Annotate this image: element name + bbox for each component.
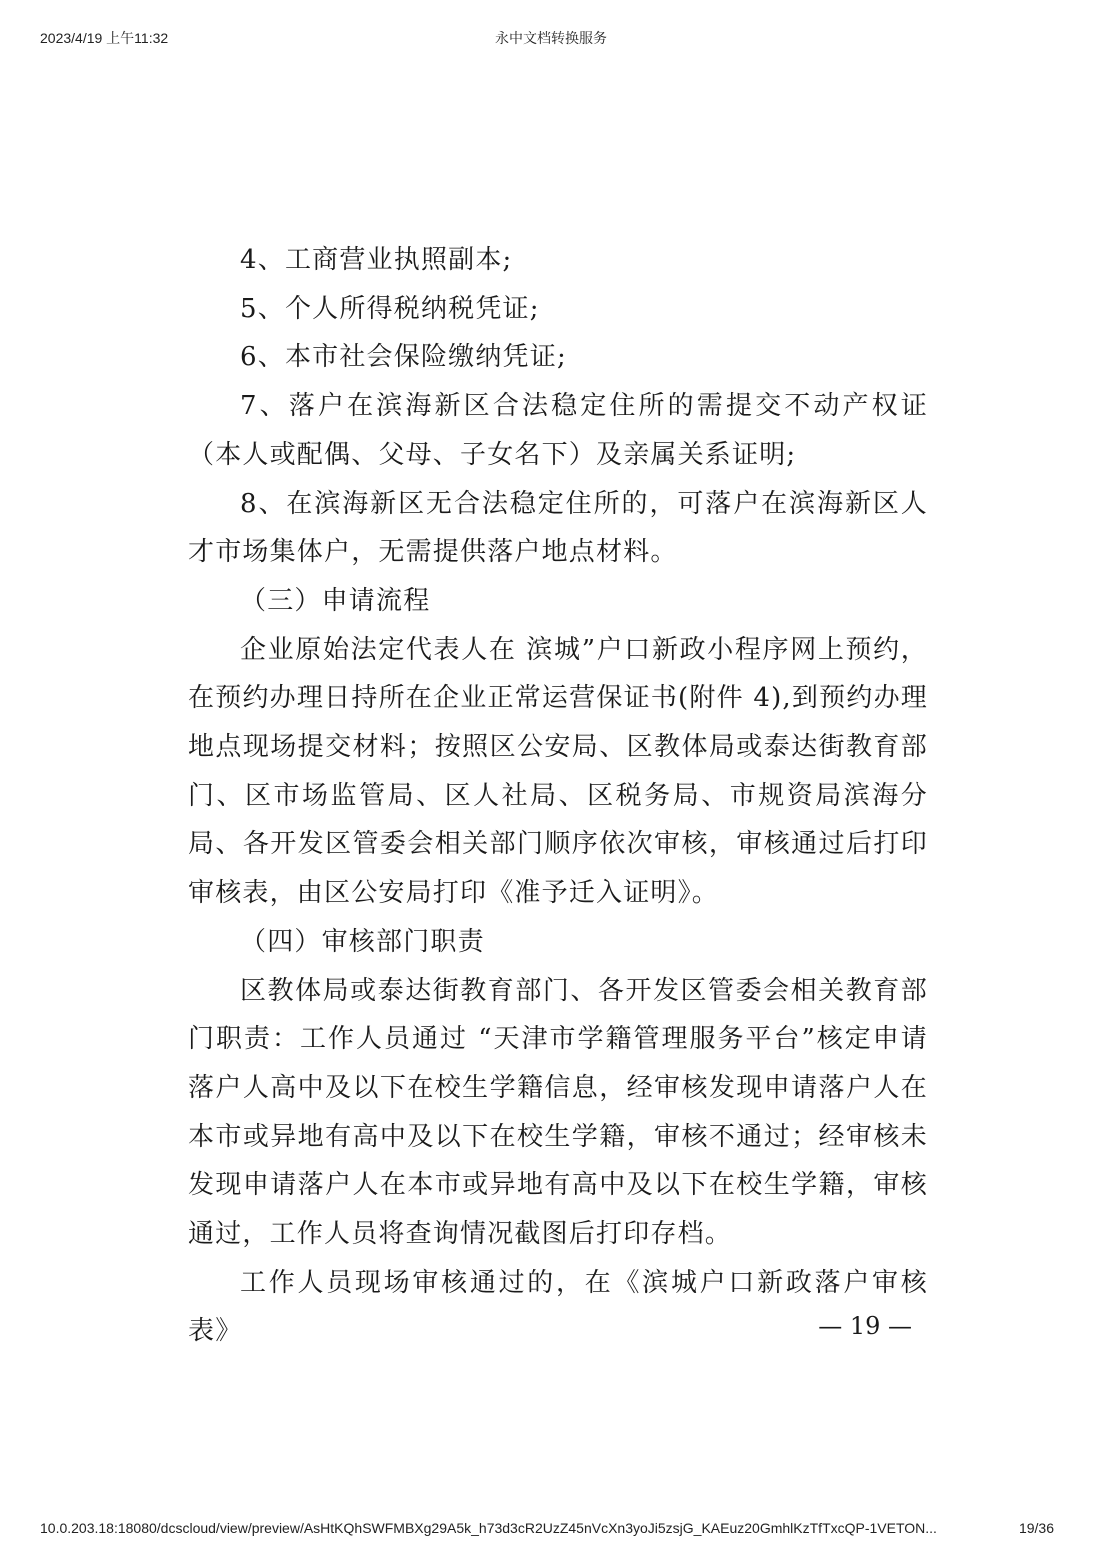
print-page-count: 19/36 xyxy=(1018,1520,1054,1536)
list-item-7: 7、落户在滨海新区合法稳定住所的需提交不动产权证（本人或配偶、父母、子女名下）及亲属关系证明; xyxy=(188,391,928,470)
list-item-6: 6、本市社会保险缴纳凭证; xyxy=(240,342,567,373)
document-body xyxy=(188,236,928,1356)
print-title: 永中文档转换服务 xyxy=(495,30,607,46)
list-item-4: 4、工商营业执照副本; xyxy=(240,245,513,275)
paragraph-application-process: 企业原始法定代表人在 滨城”户口新政小程序网上预约，在预约办理日持所在企业正常运营保证书(附件 4),到预约办理地点现场提交材料；按照区公安局、区教体局或泰达街教育部门、区市场监管局、区人社局、区税务局、市规资局滨海分局、各开发区管委会相关部门顺序依次审核，审核通过后打印审核表，由区公安局打印《准予迁入证明》。 xyxy=(188,634,928,909)
print-datetime: 2023/4/19 上午11:32 xyxy=(40,30,169,46)
print-header xyxy=(0,28,1102,50)
print-footer xyxy=(0,1520,1102,1542)
list-item-8: 8、在滨海新区无合法稳定住所的，可落户在滨海新区人才市场集体户，无需提供落户地点材料。 xyxy=(188,488,928,568)
list-item-5: 5、个人所得税纳税凭证; xyxy=(240,293,540,324)
print-url: 10.0.203.18:18080/dcscloud/view/preview/AsHtKQhSWFMBXg29A5k_h73d3cR2UzZ45nVcXn3yoJi5zsjG_KAEuz20GmhlKzTfTxcQP-1VETON... xyxy=(40,1520,937,1536)
section-heading-review-duties: （四）审核部门职责 xyxy=(240,926,485,957)
section-heading-application-process: （三）申请流程 xyxy=(240,585,431,616)
paragraph-review-table: 工作人员现场审核通过的，在《滨城户口新政落户审核表》 xyxy=(188,1267,928,1347)
page-number: — 19 — xyxy=(818,1312,912,1340)
paragraph-education-duties: 区教体局或泰达街教育部门、各开发区管委会相关教育部门职责：工作人员通过 “天津市学籍管理服务平台”核定申请落户人高中及以下在校生学籍信息，经审核发现申请落户人在本市或异地有高中及以下在校生学籍，审核不通过；经审核未发现申请落户人在本市或异地有高中及以下在校生学籍，审核通过，工作人员将查询情况截图后打印存档。 xyxy=(188,975,928,1250)
